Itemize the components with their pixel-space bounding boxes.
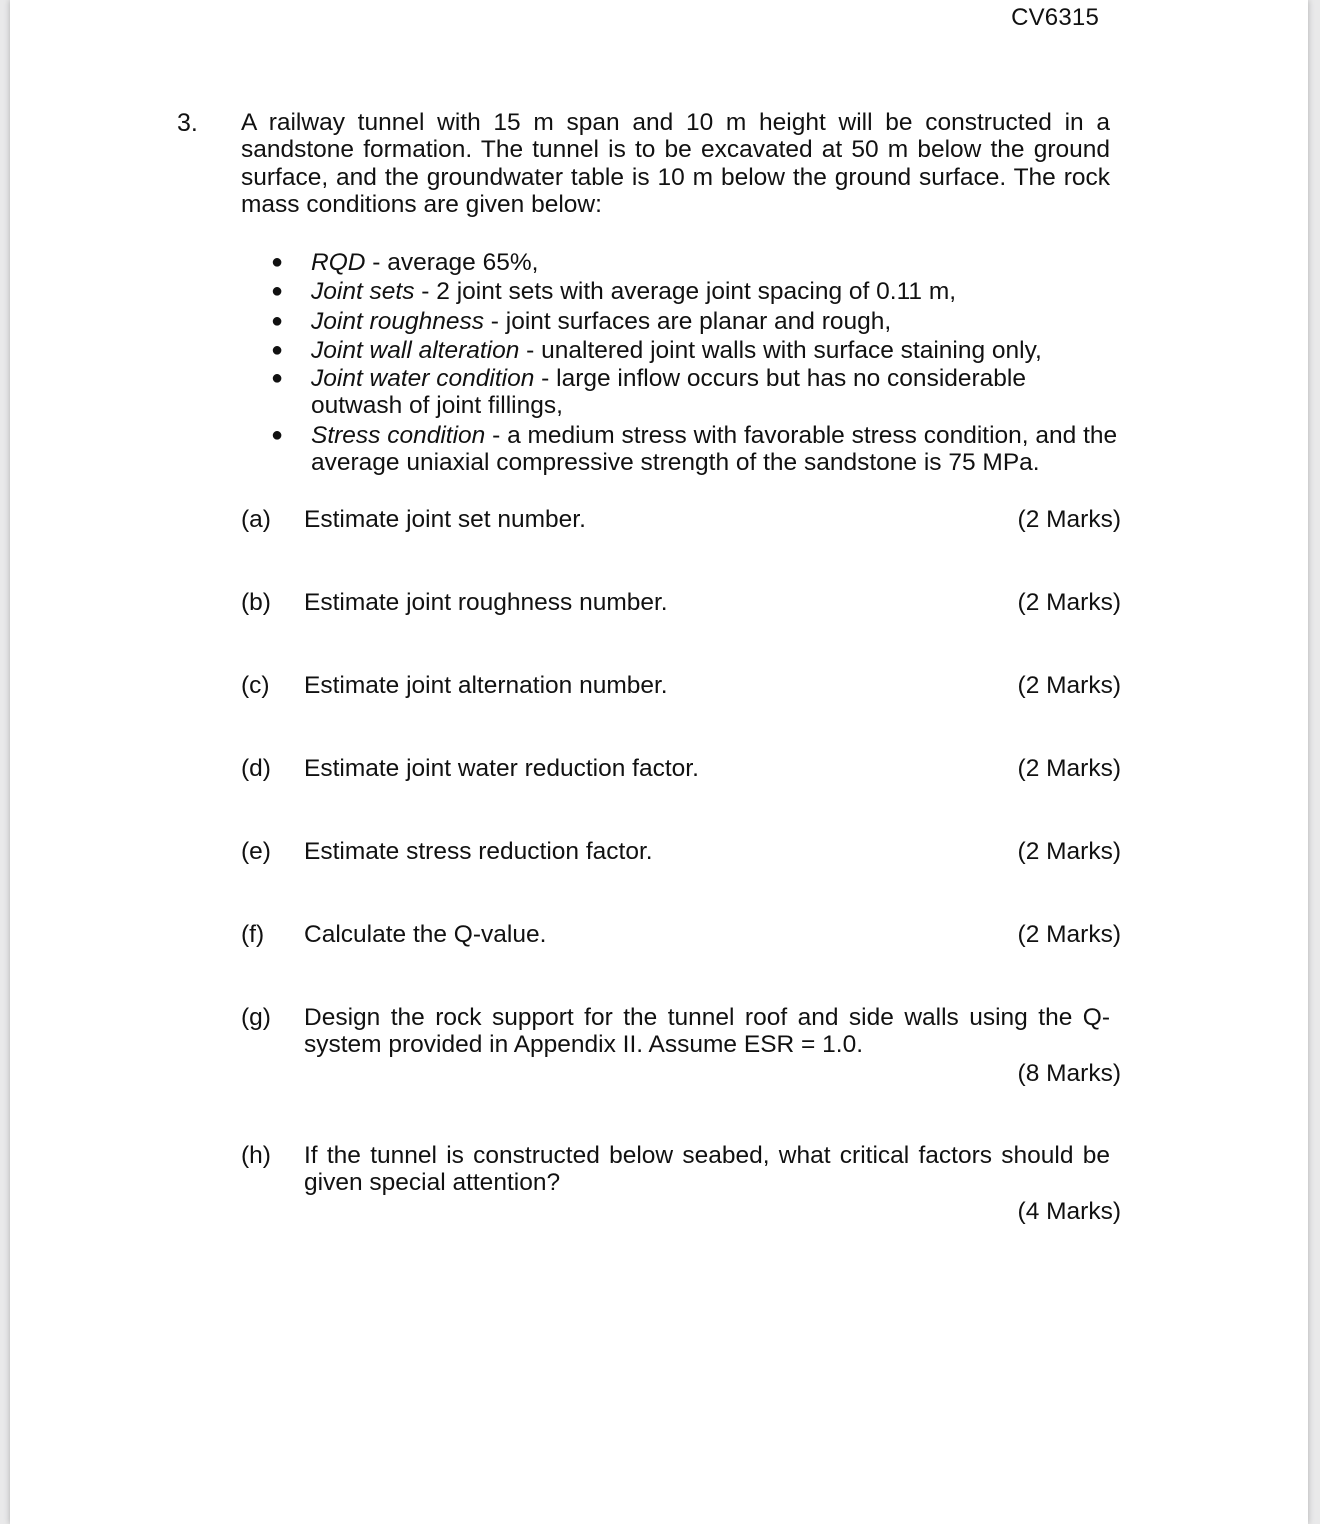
part-marks: (8 Marks) <box>1017 1060 1121 1087</box>
bullet-icon: ● <box>271 280 284 303</box>
condition-item <box>241 336 1121 365</box>
condition-text: - a medium stress with favorable stress condition, and the average uniaxial compressive strength of the sandstone is 75 MPa. <box>311 421 1118 477</box>
condition-item <box>241 365 1121 420</box>
part-text: Estimate joint water reduction factor. <box>304 755 699 782</box>
part-label: (d) <box>241 755 271 782</box>
condition-item <box>241 422 1121 477</box>
part-label: (c) <box>241 672 270 699</box>
part-marks: (2 Marks) <box>1017 755 1121 782</box>
part-label: (f) <box>241 921 265 948</box>
part-text: Estimate stress reduction factor. <box>304 838 653 865</box>
course-code: CV6315 <box>1011 4 1099 31</box>
condition-term: Stress condition <box>311 421 486 449</box>
condition-term: RQD <box>311 249 366 276</box>
question-intro: A railway tunnel with 15 m span and 10 m height will be constructed in a sandstone formation. The tunnel is to be excavated at 50 m below the ground surface, and the groundwater table is 10 m below the ground surface. The rock mass conditions are given below: <box>241 109 1110 218</box>
rock-mass-conditions-list <box>241 248 1121 478</box>
bullet-icon: ● <box>271 423 284 446</box>
bullet-icon: ● <box>271 338 284 361</box>
part-text: Calculate the Q-value. <box>304 921 547 948</box>
condition-item <box>241 307 1121 336</box>
part-marks: (2 Marks) <box>1017 589 1121 616</box>
part-text: Estimate joint set number. <box>304 506 586 533</box>
part-marks: (2 Marks) <box>1017 838 1121 865</box>
condition-text: - average 65%, <box>365 249 539 276</box>
condition-text: - large inflow occurs but has no considerable outwash of joint fillings, <box>311 365 1026 420</box>
condition-term: Joint wall alteration <box>311 336 520 364</box>
condition-term: Joint water condition <box>311 365 535 393</box>
part-marks: (2 Marks) <box>1017 672 1121 699</box>
part-label: (e) <box>241 838 271 865</box>
bullet-icon: ● <box>271 309 284 332</box>
bullet-icon: ● <box>271 367 284 390</box>
part-label: (b) <box>241 589 271 616</box>
document-page <box>10 0 1308 1524</box>
part-marks: (4 Marks) <box>1017 1198 1121 1225</box>
part-label: (h) <box>241 1142 271 1169</box>
question-number: 3. <box>177 109 198 137</box>
condition-text: - unaltered joint walls with surface staining only, <box>519 336 1042 364</box>
condition-term: Joint roughness <box>311 307 484 335</box>
part-text: If the tunnel is constructed below seabed, what critical factors should be given special attention? <box>304 1142 1110 1197</box>
part-text: Estimate joint roughness number. <box>304 589 668 616</box>
part-marks: (2 Marks) <box>1017 921 1121 948</box>
bullet-icon: ● <box>271 251 284 273</box>
condition-term: Joint sets <box>311 278 415 306</box>
part-text: Estimate joint alternation number. <box>304 672 668 699</box>
part-label: (g) <box>241 1004 271 1031</box>
condition-item <box>241 277 1121 306</box>
part-label: (a) <box>241 506 271 533</box>
condition-item <box>241 248 1121 277</box>
condition-text: - joint surfaces are planar and rough, <box>483 307 892 335</box>
condition-text: - 2 joint sets with average joint spacing of 0.11 m, <box>414 278 957 306</box>
part-text: Design the rock support for the tunnel roof and side walls using the Q-system provided in Appendix II. Assume ESR = 1.0. <box>304 1004 1110 1059</box>
part-marks: (2 Marks) <box>1017 506 1121 533</box>
